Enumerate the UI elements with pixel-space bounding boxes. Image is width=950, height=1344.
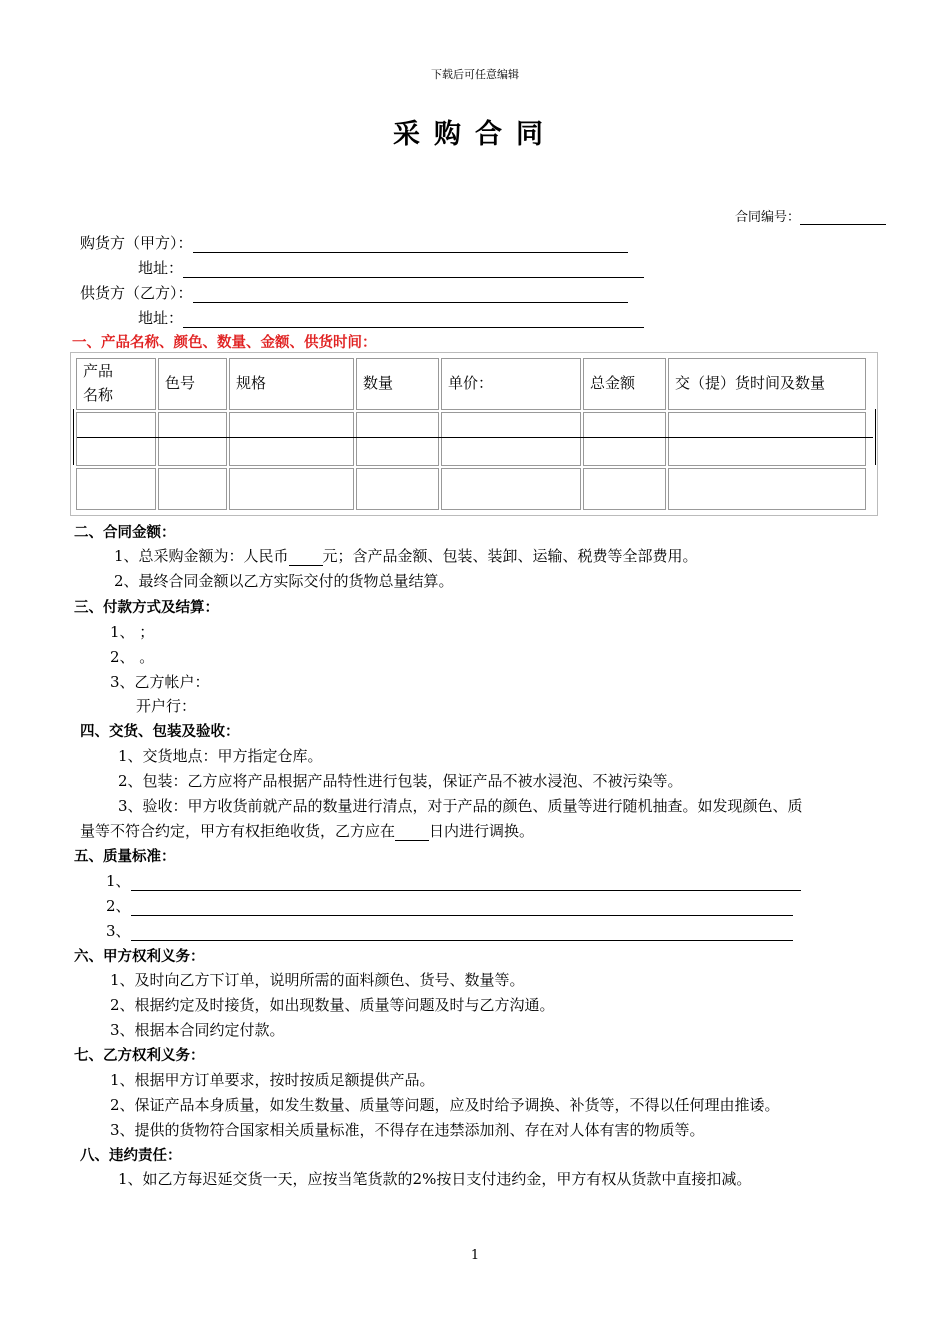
buyer-blank xyxy=(193,238,628,253)
header-delivery: 交（提）货时间及数量 xyxy=(668,358,866,410)
contract-number-label: 合同编号： xyxy=(735,210,801,225)
section4-item3-line2-suffix: 日内进行调换。 xyxy=(429,822,535,840)
section7-item3: 3、提供的货物符合国家相关质量标准，不得存在违禁添加剂、存在对人体有害的物质等。 xyxy=(110,1121,705,1139)
section1-title: 一、产品名称、颜色、数量、金额、供货时间： xyxy=(72,335,377,351)
table-cell[interactable] xyxy=(441,412,581,466)
table-cell[interactable] xyxy=(229,412,354,466)
quality-item-2-blank xyxy=(131,901,793,916)
header-product-name: 产品 名称 xyxy=(76,358,156,410)
table-cell[interactable] xyxy=(356,468,439,510)
quality-item-1 xyxy=(106,870,801,891)
contract-number-blank xyxy=(800,210,886,225)
section6-item3: 3、根据本合同约定付款。 xyxy=(110,1021,285,1039)
table-cell[interactable] xyxy=(583,468,666,510)
section3-item3: 3、乙方帐户： xyxy=(110,673,210,691)
seller-label: 供货方（乙方）： xyxy=(80,284,193,302)
quality-item-1-blank xyxy=(131,876,801,891)
section2-item1-prefix: 1、总采购金额为：人民币 xyxy=(114,547,289,565)
table-left-border xyxy=(73,409,74,465)
table-row xyxy=(76,412,866,466)
section6-item2: 2、根据约定及时接货，如出现数量、质量等问题及时与乙方沟通。 xyxy=(110,996,555,1014)
buyer-label: 购货方（甲方）： xyxy=(80,234,193,252)
table-header-row xyxy=(76,358,866,410)
section7-title: 七、乙方权利义务： xyxy=(74,1048,205,1064)
table-right-border xyxy=(875,409,876,465)
seller-row xyxy=(80,282,628,303)
section4-title: 四、交货、包装及验收： xyxy=(80,724,240,740)
product-table-grid xyxy=(74,356,868,512)
table-cell[interactable] xyxy=(76,468,156,510)
section8-item1: 1、如乙方每迟延交货一天，应按当笔货款的2%按日支付违约金，甲方有权从货款中直接扣减。 xyxy=(118,1170,752,1188)
section3-item1: 1、 ； xyxy=(110,623,155,641)
document-title: 采购合同 xyxy=(393,119,557,150)
buyer-row xyxy=(80,232,628,253)
section7-item1: 1、根据甲方订单要求，按时按质足额提供产品。 xyxy=(110,1071,435,1089)
table-cell[interactable] xyxy=(668,468,866,510)
seller-blank xyxy=(193,288,628,303)
amount-blank xyxy=(289,551,323,566)
section3-bank: 开户行： xyxy=(136,697,197,715)
section2-item1-suffix: 元；含产品金额、包装、装卸、运输、税费等全部费用。 xyxy=(322,547,698,565)
section8-title: 八、违约责任： xyxy=(80,1148,182,1164)
header-spec: 规格 xyxy=(229,358,354,410)
product-table xyxy=(70,352,878,516)
days-blank xyxy=(395,826,429,841)
section4-item3-line2-prefix: 量等不符合约定，甲方有权拒绝收货，乙方应在 xyxy=(80,822,396,840)
section3-title: 三、付款方式及结算： xyxy=(74,600,219,616)
quality-item-3-label: 3、 xyxy=(106,922,131,940)
section4-item3-line1: 3、验收：甲方收货前就产品的数量进行清点，对于产品的颜色、质量等进行随机抽查。如发现颜色、质 xyxy=(118,797,803,815)
section2-item2: 2、最终合同金额以乙方实际交付的货物总量结算。 xyxy=(114,572,454,590)
buyer-address-blank xyxy=(183,263,644,278)
section2-title: 二、合同金额： xyxy=(74,525,176,541)
section4-item2: 2、包装：乙方应将产品根据产品特性进行包装，保证产品不被水浸泡、不被污染等。 xyxy=(118,772,683,790)
section4-item3-line2 xyxy=(80,820,534,841)
quality-item-2-label: 2、 xyxy=(106,897,131,915)
seller-address-blank xyxy=(183,313,644,328)
table-cell[interactable] xyxy=(441,468,581,510)
seller-address-label: 地址： xyxy=(138,309,184,327)
header-unit-price: 单价： xyxy=(441,358,581,410)
quality-item-1-label: 1、 xyxy=(106,872,131,890)
section6-title: 六、甲方权利义务： xyxy=(74,949,205,965)
table-cell[interactable] xyxy=(158,468,227,510)
section3-item2: 2、 。 xyxy=(110,648,155,666)
section6-item1: 1、及时向乙方下订单，说明所需的面料颜色、货号、数量等。 xyxy=(110,971,525,989)
table-cell[interactable] xyxy=(356,412,439,466)
table-cell[interactable] xyxy=(668,412,866,466)
contract-number xyxy=(735,206,886,225)
quality-item-3-blank xyxy=(131,926,793,941)
header-color-code: 色号 xyxy=(158,358,227,410)
seller-address-row xyxy=(138,307,644,328)
table-row xyxy=(76,468,866,510)
table-row-divider xyxy=(77,437,873,438)
quality-item-2 xyxy=(106,895,793,916)
buyer-address-row xyxy=(138,257,644,278)
quality-item-3 xyxy=(106,920,793,941)
table-cell[interactable] xyxy=(158,412,227,466)
header-note: 下载后可任意编辑 xyxy=(431,68,519,81)
table-cell[interactable] xyxy=(583,412,666,466)
header-quantity: 数量 xyxy=(356,358,439,410)
section2-item1 xyxy=(114,545,698,566)
buyer-address-label: 地址： xyxy=(138,259,184,277)
table-cell[interactable] xyxy=(229,468,354,510)
section5-title: 五、质量标准： xyxy=(74,849,176,865)
section4-item1: 1、交货地点：甲方指定仓库。 xyxy=(118,747,323,765)
header-total: 总金额 xyxy=(583,358,666,410)
section7-item2: 2、保证产品本身质量，如发生数量、质量等问题，应及时给予调换、补货等，不得以任何理由推诿。 xyxy=(110,1096,780,1114)
page-number: 1 xyxy=(470,1248,480,1263)
table-cell[interactable] xyxy=(76,412,156,466)
